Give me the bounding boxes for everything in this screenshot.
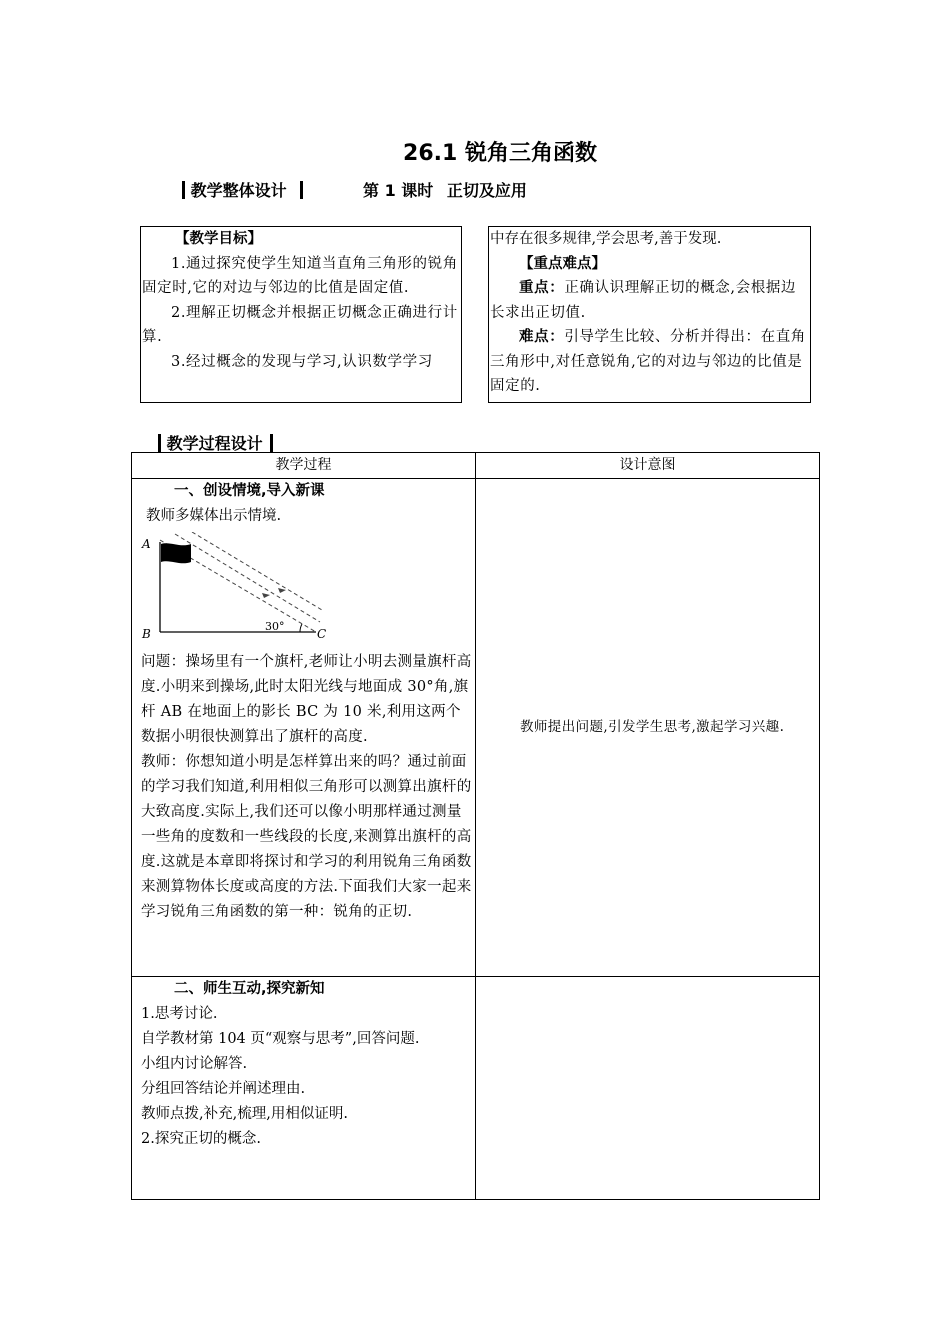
section1-teacher: 教师：你想知道小明是怎样算出来的吗？通过前面的学习我们知道,利用相似三角形可以测算出旗杆的大致高度.实际上,我们还可以像小明那样通过测量一些角的度数和一些线段的长度,来测算出旗杆的高度.这就是本章即将探讨和学习的利用锐角三角函数来测算物体长度或高度的方法.下面我们大家一起来学习锐角三角函数的第一种：锐角的正切. [141,754,472,920]
sun-ray-3 [192,532,322,610]
label-angle: 30° [265,620,285,633]
difficulty-text: 引导学生比较、分析并得出：在直角三角形中,对任意锐角,它的对边与邻边的比值是固定的. [490,329,806,394]
col-intent-header: 设计意图 [476,453,820,479]
focus-paragraph [490,276,810,325]
flag-shape [161,543,191,563]
objective-item-2: 2.理解正切概念并根据正切概念正确进行计算. [142,304,458,345]
label-B: B [142,627,151,641]
lesson-number: 第 1 课时 [363,181,434,200]
section1-intent: 教师提出问题,引发学生思考,激起学习兴趣. [520,719,785,735]
difficulty-label: 难点： [519,328,565,345]
section1-title: 一、创设情境,导入新课 [174,483,325,499]
section2-title: 二、师生互动,探究新知 [174,981,325,997]
section2-line-3: 小组内讨论解答. [141,1056,248,1072]
process-bar-right [270,434,273,452]
objective-item-3: 3.经过概念的发现与学习,认识数学学习 [171,353,433,370]
section2-process-cell [132,977,476,1200]
section-header-overall [182,178,303,201]
ray-arrow-2 [278,588,286,593]
objective-item-1: 1.通过探究使学生知道当直角三角形的锐角固定时,它的对边与邻边的比值是固定值. [142,255,458,296]
section-header-process [158,431,273,454]
objectives-heading: 【教学目标】 [175,231,262,247]
section1-question: 问题：操场里有一个旗杆,老师让小明去测量旗杆高度.小明来到操场,此时太阳光线与地面成 30°角,旗杆 AB 在地面上的影长 BC 为 10 米,利用这两个数据小明很快测算出了旗杆的高度. [141,654,472,745]
section2-line-4: 分组回答结论并阐述理由. [141,1081,306,1097]
section1-process-cell [132,479,476,977]
lesson-topic: 正切及应用 [446,181,527,200]
page-title: 26.1 锐角三角函数 [403,141,597,166]
section1-intent-cell [476,479,820,977]
angle-arc [300,624,302,632]
difficulty-paragraph [490,325,810,399]
label-A: A [142,537,151,551]
label-C: C [317,627,327,641]
process-bar-left [158,434,161,452]
focus-label: 重点： [519,279,565,296]
key-points-heading: 【重点难点】 [519,255,606,272]
overall-design-label: 教学整体设计 [190,181,287,200]
section2-line-5: 教师点拨,补充,梳理,用相似证明. [141,1106,348,1122]
table-header-row [132,453,820,479]
table-row-section2 [132,977,820,1200]
section2-line-2: 自学教材第 104 页“观察与思考”,回答问题. [141,1031,420,1047]
section2-intent-cell [476,977,820,1200]
header-bar-left [182,181,185,199]
table-row-section1 [132,479,820,977]
section2-line-6: 2.探究正切的概念. [141,1131,261,1147]
objectives-box [140,226,462,403]
header-bar-right [300,181,303,199]
focus-text: 正确认识理解正切的概念,会根据边长求出正切值. [490,280,797,321]
process-design-label: 教学过程设计 [166,434,263,453]
ray-arrow-1 [262,593,270,598]
flagpole-figure [140,532,330,648]
section1-intro: 教师多媒体出示情境. [146,508,282,524]
objectives-continuation: 中存在很多规律,学会思考,善于发现. [490,231,722,247]
section2-line-1: 1.思考讨论. [141,1006,218,1022]
process-table [131,452,820,1200]
lesson-header [363,178,527,201]
key-points-box [488,226,811,403]
col-process-header: 教学过程 [132,453,476,479]
sun-ray-2 [175,534,320,622]
